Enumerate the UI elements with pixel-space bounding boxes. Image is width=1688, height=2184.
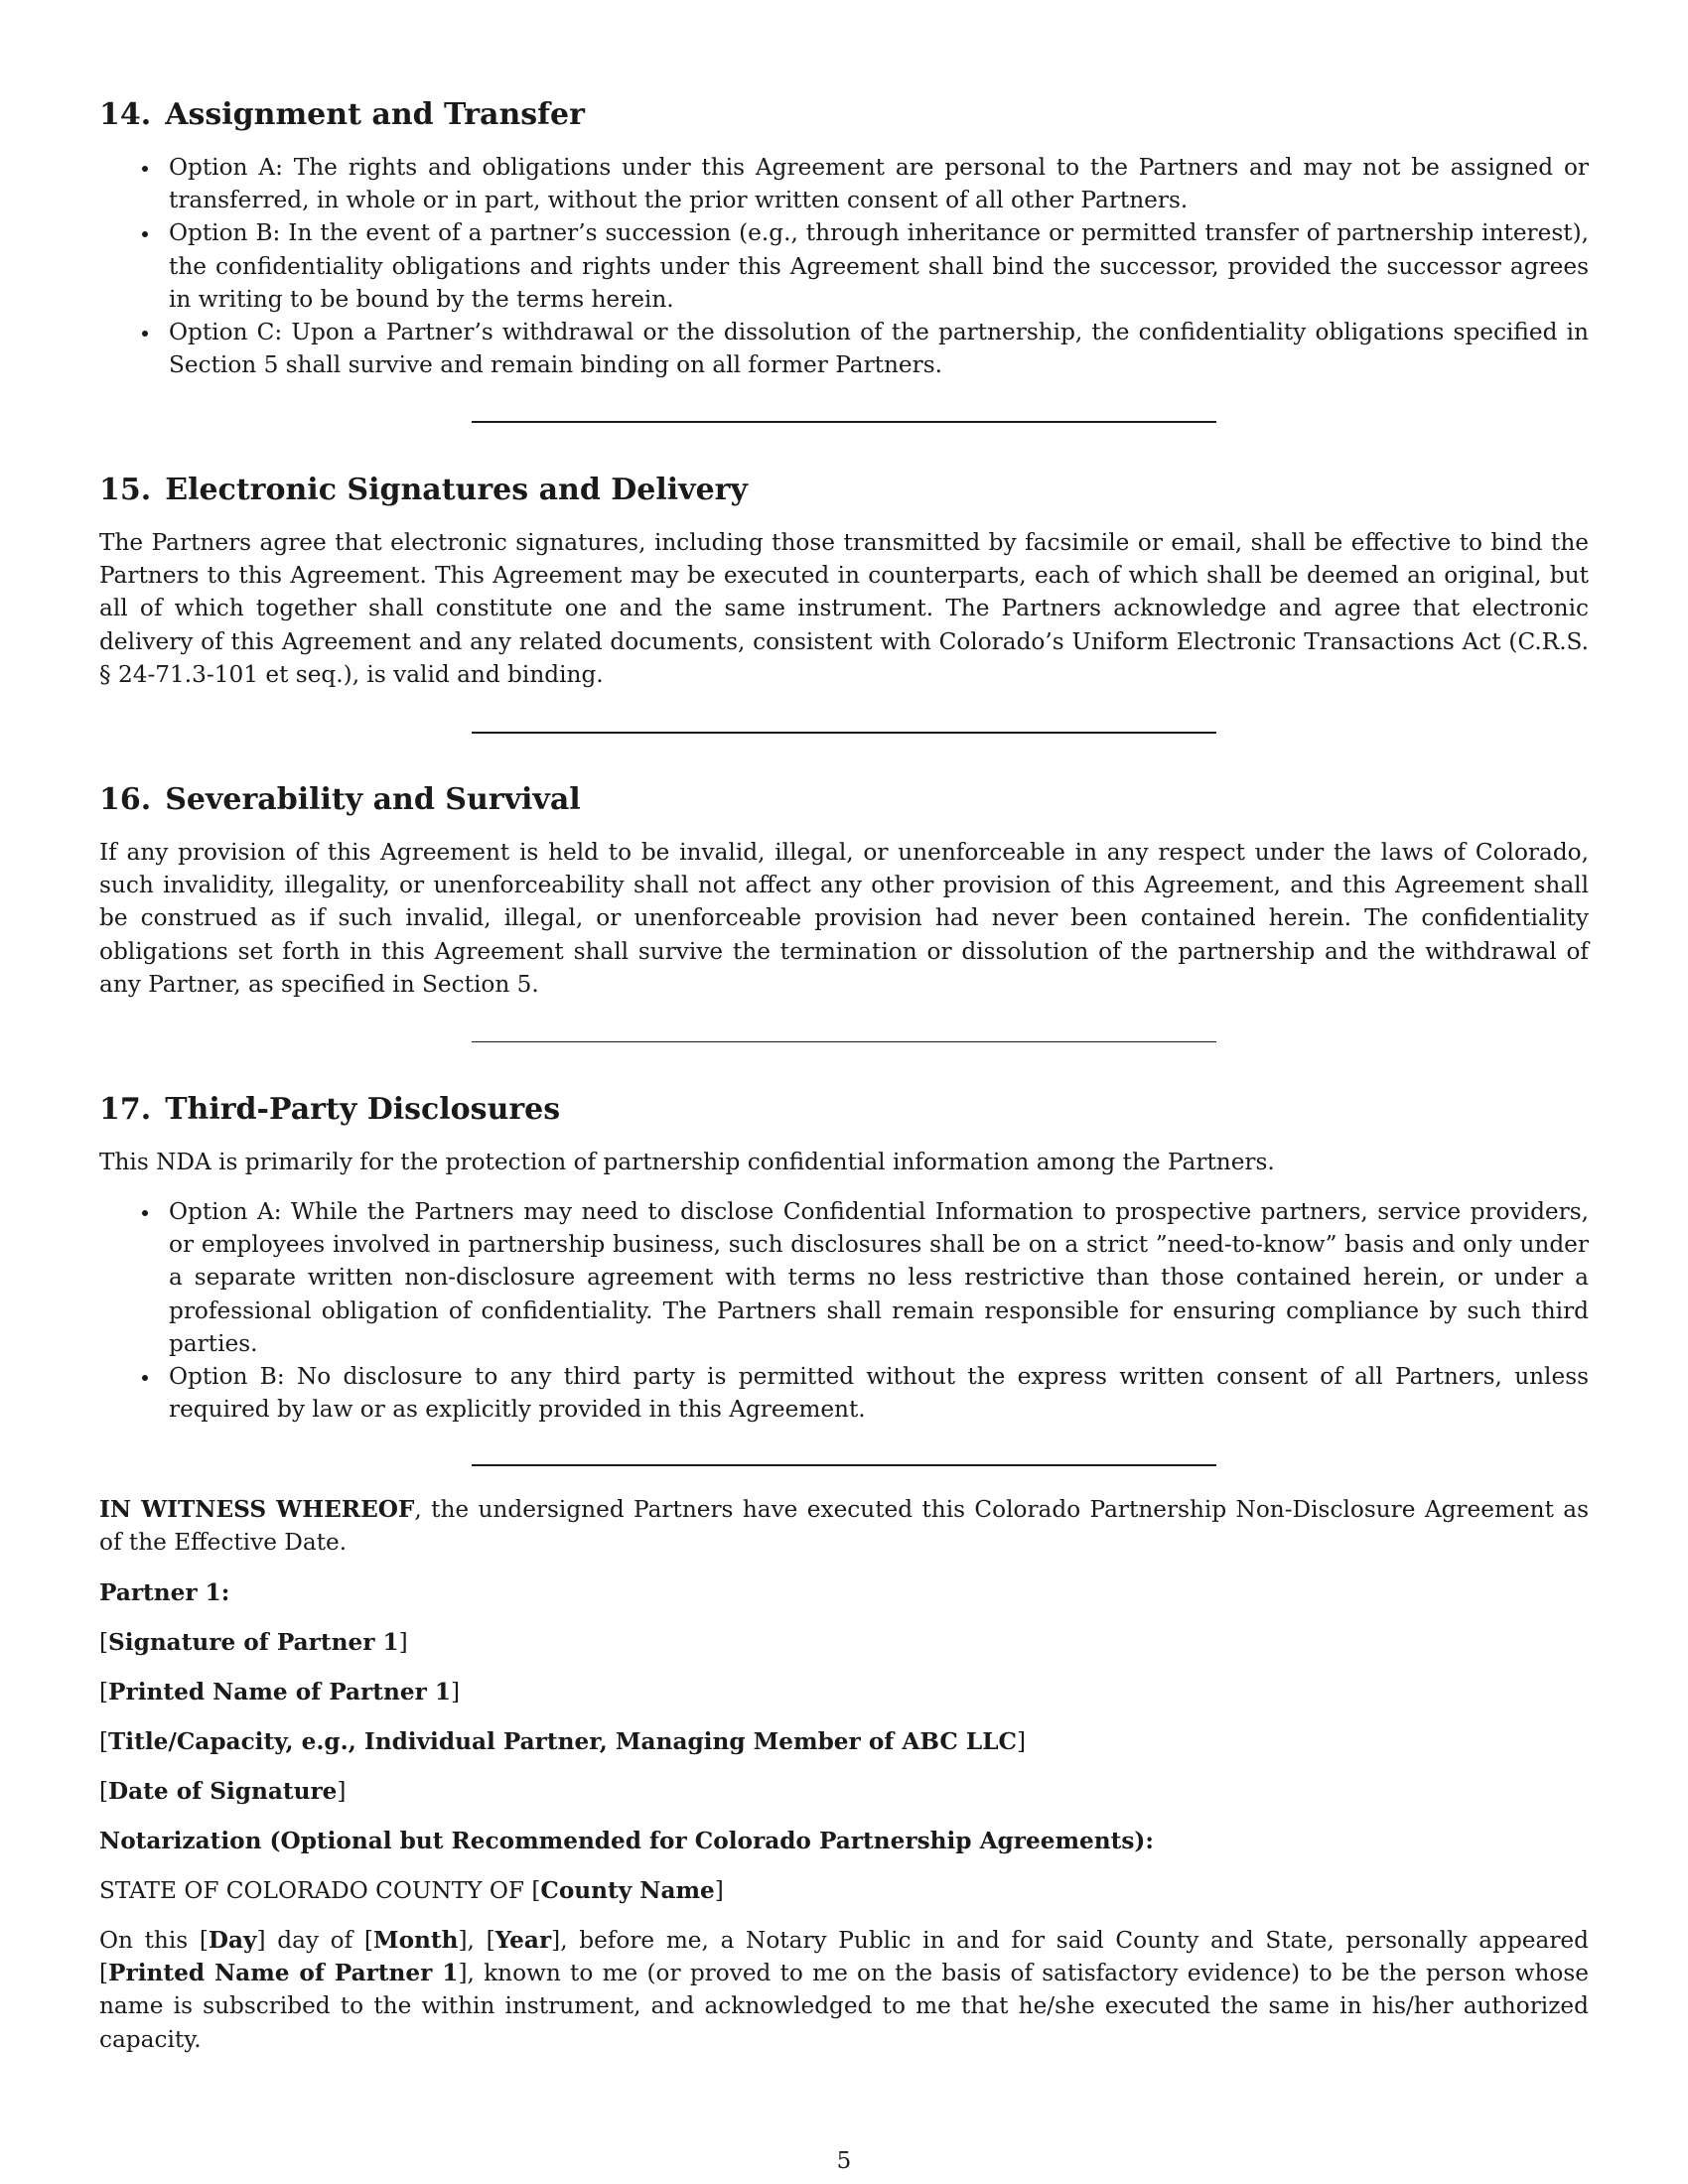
section-17-option-b: Option B: No disclosure to any third party is permitted without the express written consent of all Partners, unless required by law or as explicitly provided in this Agreement. [99,1360,1589,1426]
section-16-body: If any provision of this Agreement is held to be invalid, illegal, or unenforceable in any respect under the laws of Colorado, such invalidity, illegality, or unenforceability shall not affect any other provision of this Agreement, and this Agreement shall be construed as if such invalid, illegal, or unenforceable provision had never been contained herein. The confidentiality obligations set forth in this Agreement shall survive the termination or dissolution of the partnership and the withdrawal of any Partner, as specified in Section 5. [99,839,1589,998]
section-divider [472,421,1216,423]
signature-placeholder: [Signature of Partner 1] [99,1629,408,1656]
section-divider [472,1041,1216,1042]
notary-state-county: STATE OF COLORADO COUNTY OF [County Name] [99,1877,724,1904]
section-divider [472,1464,1216,1466]
witness-clause: IN WITNESS WHEREOF, the undersigned Partners have executed this Colorado Partnership Non-Disclosure Agreement as of the Effective Date. [99,1496,1589,1557]
section-14-heading: 14. Assignment and Transfer [99,97,585,132]
date-placeholder: [Date of Signature] [99,1778,347,1805]
notary-statement: On this [Day] day of [Month], [Year], before me, a Notary Public in and for said County and State, personally appeared [Printed Name of Partner 1], known to me (or proved to me on the basis of satisfactory evidence) to be the person whose name is subscribed to the within instrument, and acknowledged to me that he/she executed the same in his/her authorized capacity. [99,1927,1589,2053]
section-15-heading: 15. Electronic Signatures and Delivery [99,473,748,507]
section-17-options [99,1195,1589,1426]
section-15-body: The Partners agree that electronic signatures, including those transmitted by facsimile or email, shall be effective to bind the Partners to this Agreement. This Agreement may be executed in counterparts, each of which shall be deemed an original, but all of which together shall constitute one and the same instrument. The Partners acknowledge and agree that electronic delivery of this Agreement and any related documents, consistent with Colorado’s Uniform Electronic Transactions Act (C.R.S. § 24-71.3-101 et seq.), is valid and binding. [99,529,1589,688]
section-divider [472,732,1216,734]
page-number: 5 [836,2148,852,2174]
printed-name-placeholder: [Printed Name of Partner 1] [99,1679,461,1706]
title-capacity-placeholder: [Title/Capacity, e.g., Individual Partner, Managing Member of ABC LLC] [99,1728,1027,1755]
section-14-option-c: Option C: Upon a Partner’s withdrawal or the dissolution of the partnership, the confidentiality obligations specified in Section 5 shall survive and remain binding on all former Partners. [99,316,1589,381]
section-17-intro: This NDA is primarily for the protection of partnership confidential information among the Partners. [99,1149,1275,1175]
section-16-heading: 16. Severability and Survival [99,782,581,817]
partner-label: Partner 1: [99,1579,230,1606]
section-14-option-a: Option A: The rights and obligations under this Agreement are personal to the Partners and may not be assigned or transferred, in whole or in part, without the prior written consent of all other Partners. [99,151,1589,216]
notary-heading: Notarization (Optional but Recommended for Colorado Partnership Agreements): [99,1828,1154,1854]
section-14-options [99,151,1589,381]
section-17-heading: 17. Third-Party Disclosures [99,1092,561,1127]
section-14-option-b: Option B: In the event of a partner’s succession (e.g., through inheritance or permitted transfer of partnership interest), the confidentiality obligations and rights under this Agreement shall bind the successor, provided the successor agrees in writing to be bound by the terms herein. [99,216,1589,316]
section-17-option-a: Option A: While the Partners may need to disclose Confidential Information to prospective partners, service providers, or employees involved in partnership business, such disclosures shall be on a strict ”need-to-know” basis and only under a separate written non-disclosure agreement with terms no less restrictive than those contained herein, or under a professional obligation of confidentiality. The Partners shall remain responsible for ensuring compliance by such third parties. [99,1195,1589,1360]
